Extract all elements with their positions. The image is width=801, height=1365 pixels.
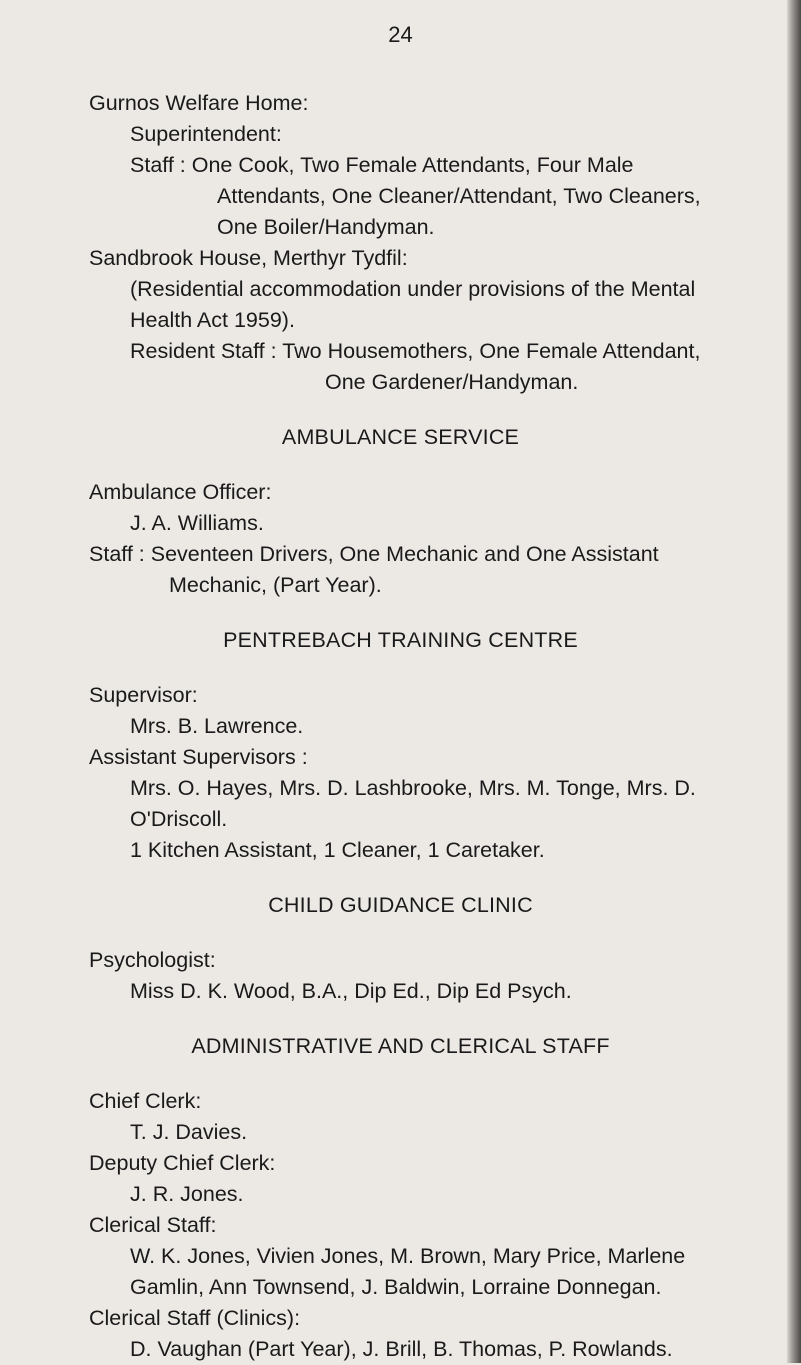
pentrebach-heading: PENTREBACH TRAINING CENTRE xyxy=(223,628,578,652)
ambulance-staff-line-1: Staff : Seventeen Drivers, One Mechanic and One Assistant xyxy=(89,542,659,566)
ambulance-staff-line-2: Mechanic, (Part Year). xyxy=(169,573,382,597)
ambulance-officer-name: J. A. Williams. xyxy=(130,511,264,535)
admin-heading: ADMINISTRATIVE AND CLERICAL STAFF xyxy=(191,1034,610,1058)
page-number: 24 xyxy=(388,22,413,47)
sandbrook-title: Sandbrook House, Merthyr Tydfil: xyxy=(89,246,408,270)
pentrebach-assistant-line-2: O'Driscoll. xyxy=(130,807,228,831)
sandbrook-resident-line-1: Resident Staff : Two Housemothers, One Female Attendant, xyxy=(130,339,701,363)
sandbrook-resident-line-2: One Gardener/Handyman. xyxy=(325,370,579,394)
admin-deputy-label: Deputy Chief Clerk: xyxy=(89,1151,276,1175)
admin-clerical-line-1: W. K. Jones, Vivien Jones, M. Brown, Mary Price, Marlene xyxy=(130,1244,686,1268)
admin-chief-name: T. J. Davies. xyxy=(130,1120,248,1144)
pentrebach-supervisor-name: Mrs. B. Lawrence. xyxy=(130,714,304,738)
admin-clerical-line-2: Gamlin, Ann Townsend, J. Baldwin, Lorraine Donnegan. xyxy=(130,1275,662,1299)
section-ambulance xyxy=(89,422,749,601)
child-guidance-heading: CHILD GUIDANCE CLINIC xyxy=(268,893,533,917)
pentrebach-assistant-line-3: 1 Kitchen Assistant, 1 Cleaner, 1 Caretaker. xyxy=(130,838,545,862)
gurnos-superintendent-label: Superintendent: xyxy=(130,122,282,146)
admin-clinics-label: Clerical Staff (Clinics): xyxy=(89,1306,301,1330)
ambulance-heading: AMBULANCE SERVICE xyxy=(281,425,520,449)
ambulance-officer-label: Ambulance Officer: xyxy=(89,480,272,504)
pentrebach-assistant-label: Assistant Supervisors : xyxy=(89,745,308,769)
admin-deputy-name: J. R. Jones. xyxy=(130,1182,244,1206)
page-edge-shadow xyxy=(787,0,801,1363)
gurnos-title: Gurnos Welfare Home: xyxy=(89,91,309,115)
admin-chief-label: Chief Clerk: xyxy=(89,1089,202,1113)
child-guidance-psychologist-label: Psychologist: xyxy=(89,948,216,972)
admin-clerical-label: Clerical Staff: xyxy=(89,1213,217,1237)
pentrebach-supervisor-label: Supervisor: xyxy=(89,683,198,707)
sandbrook-note-line-2: Health Act 1959). xyxy=(130,308,295,332)
section-sandbrook xyxy=(89,243,749,398)
section-pentrebach xyxy=(89,625,749,866)
section-admin xyxy=(89,1031,749,1365)
sandbrook-note-line-1: (Residential accommodation under provisions of the Mental xyxy=(130,277,696,301)
document-body xyxy=(89,88,749,1365)
section-child-guidance xyxy=(89,890,749,1007)
child-guidance-psychologist-name: Miss D. K. Wood, B.A., Dip Ed., Dip Ed Psych. xyxy=(130,979,572,1003)
admin-clinics-line-1: D. Vaughan (Part Year), J. Brill, B. Thomas, P. Rowlands. xyxy=(130,1337,673,1361)
gurnos-staff-line-1: Staff : One Cook, Two Female Attendants, Four Male xyxy=(130,153,634,177)
gurnos-staff-line-3: One Boiler/Handyman. xyxy=(217,215,435,239)
pentrebach-assistant-line-1: Mrs. O. Hayes, Mrs. D. Lashbrooke, Mrs. M. Tonge, Mrs. D. xyxy=(130,776,696,800)
section-gurnos xyxy=(89,88,749,243)
gurnos-staff-line-2: Attendants, One Cleaner/Attendant, Two Cleaners, xyxy=(217,184,701,208)
